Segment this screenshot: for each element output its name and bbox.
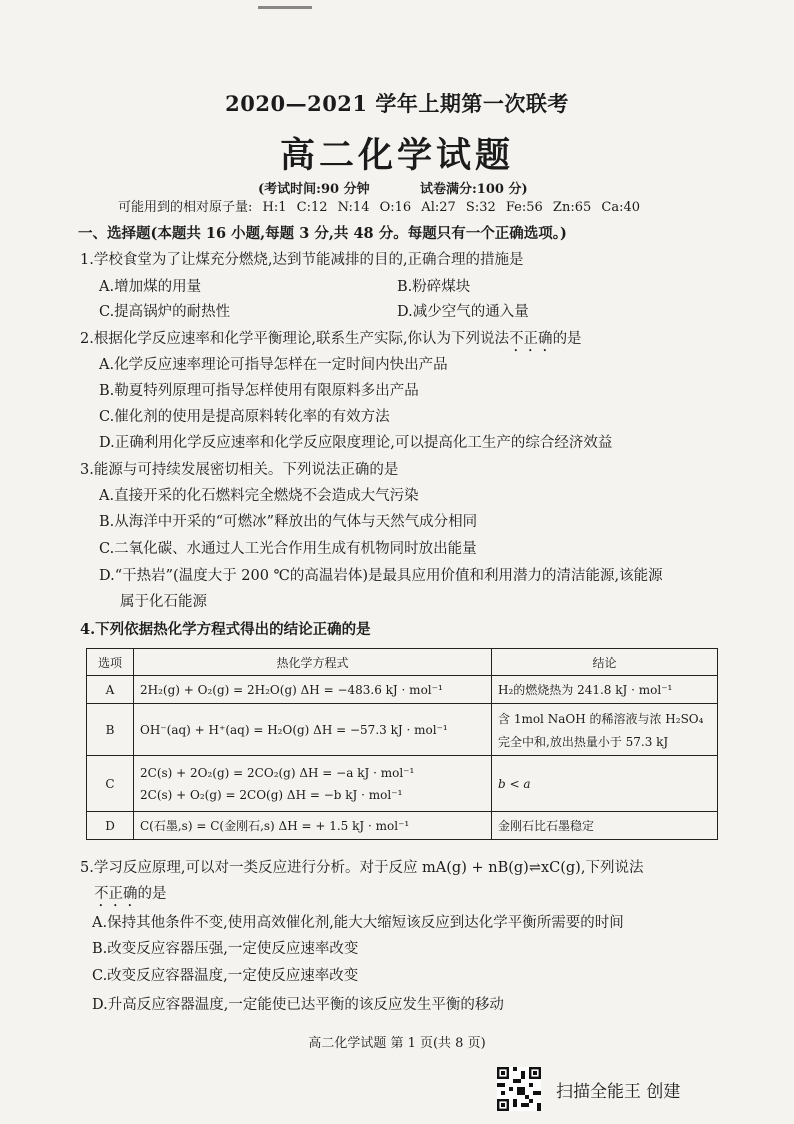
row-conclusion [492,704,718,756]
row-option: C [87,756,134,812]
q3-option-c: C.二氧化碳、水通过人工光合作用生成有机物同时放出能量 [99,541,477,557]
section-heading: 一、选择题(本题共 16 小题,每题 3 分,共 48 分。每题只有一个正确选项。) [78,225,567,242]
row-equation-line1: 2C(s) + 2O₂(g) = 2CO₂(g) ΔH = −a kJ · mol⁻¹ [140,765,415,780]
row-conclusion: H₂的燃烧热为 241.8 kJ · mol⁻¹ [492,676,718,704]
col-header-equation: 热化学方程式 [134,649,492,676]
q5-option-a: A.保持其他条件不变,使用高效催化剂,能大大缩短该反应到达化学平衡所需要的时间 [92,915,624,931]
row-conclusion-line1: 含 1mol NaOH 的稀溶液与浓 H₂SO₄ [498,711,704,726]
q2-stem-pre: 2.根据化学反应速率和化学平衡理论,联系生产实际,你认为下列说法 [80,331,510,347]
page-footer: 高二化学试题 第 1 页(共 8 页) [308,1036,486,1051]
subject-title: 高二化学试题 [279,135,514,176]
q2-option-a: A.化学反应速率理论可指导怎样在一定时间内快出产品 [99,357,448,373]
table-row [87,812,718,840]
q5-option-c: C.改变反应容器温度,一定使反应速率改变 [92,968,359,984]
col-header-option: 选项 [87,649,134,676]
scanner-watermark: 扫描全能王 创建 [556,1082,681,1102]
row-equation: OH⁻(aq) + H⁺(aq) = H₂O(g) ΔH = −57.3 kJ · mol⁻¹ [134,704,492,756]
row-conclusion-line2: 完全中和,放出热量小于 57.3 kJ [498,734,669,749]
row-equation [134,756,492,812]
q3-option-d: D.“干热岩”(温度大于 200 ℃的高温岩体)是最具应用价值和利用潜力的清洁能源,该能源 [99,568,663,584]
table-row [87,756,718,812]
q5-stem-emphasis: 不正确 [94,886,138,902]
table-row [87,704,718,756]
qr-code-icon [497,1067,541,1111]
exam-title: 2020—2021 学年上期第一次联考 [225,91,569,116]
row-equation: 2H₂(g) + O₂(g) = 2H₂O(g) ΔH = −483.6 kJ · mol⁻¹ [134,676,492,704]
q2-stem-emphasis: 不正确 [509,331,553,347]
q1-stem: 1.学校食堂为了让煤充分燃烧,达到节能减排的目的,正确合理的措施是 [80,252,524,268]
q3-stem: 3.能源与可持续发展密切相关。下列说法正确的是 [80,462,399,478]
row-equation-line2: 2C(s) + O₂(g) = 2CO(g) ΔH = −b kJ · mol⁻¹ [140,787,403,802]
row-equation: C(石墨,s) = C(金刚石,s) ΔH = + 1.5 kJ · mol⁻¹ [134,812,492,840]
row-option: A [87,676,134,704]
full-score: 试卷满分:100 分) [420,182,528,197]
thermo-table [86,648,718,840]
row-option: D [87,812,134,840]
q2-stem-post: 的是 [552,331,582,347]
q4-stem: 4.下列依据热化学方程式得出的结论正确的是 [80,621,371,638]
q1-option-a: A.增加煤的用量 [99,279,202,295]
atomic-masses: 可能用到的相对原子量: H:1 C:12 N:14 O:16 Al:27 S:32 Fe:56 Zn:65 Ca:40 [118,200,641,215]
exam-time: (考试时间:90 分钟 [258,182,370,197]
q2-option-d: D.正确利用化学反应速率和化学反应限度理论,可以提高化工生产的综合经济效益 [99,435,613,451]
q5-stem-cont [94,884,167,910]
q5-stem: 5.学习反应原理,可以对一类反应进行分析。对于反应 mA(g) + nB(g)⇌xC(g),下列说法 [80,860,644,876]
q5-option-d: D.升高反应容器温度,一定能使已达平衡的该反应发生平衡的移动 [92,997,504,1013]
q3-option-b: B.从海洋中开采的“可燃冰”释放出的气体与天然气成分相同 [99,514,478,530]
q3-option-a: A.直接开采的化石燃料完全燃烧不会造成大气污染 [99,488,419,504]
q2-option-c: C.催化剂的使用是提高原料转化率的有效方法 [99,409,390,425]
q1-option-b: B.粉碎煤块 [397,279,471,295]
q1-option-c: C.提高锅炉的耐热性 [99,304,231,320]
table-header-row [87,649,718,676]
table-row [87,676,718,704]
q2-stem [80,329,582,355]
col-header-conclusion: 结论 [492,649,718,676]
binding-mark [258,6,312,9]
q5-option-b: B.改变反应容器压强,一定使反应速率改变 [92,941,359,957]
row-conclusion: b < a [492,756,718,812]
q5-stem-post: 的是 [137,886,167,902]
q3-option-d-cont: 属于化石能源 [120,594,207,610]
row-conclusion: 金刚石比石墨稳定 [492,812,718,840]
row-option: B [87,704,134,756]
q1-option-d: D.减少空气的通入量 [397,304,529,320]
q2-option-b: B.勒夏特列原理可指导怎样使用有限原料多出产品 [99,383,419,399]
